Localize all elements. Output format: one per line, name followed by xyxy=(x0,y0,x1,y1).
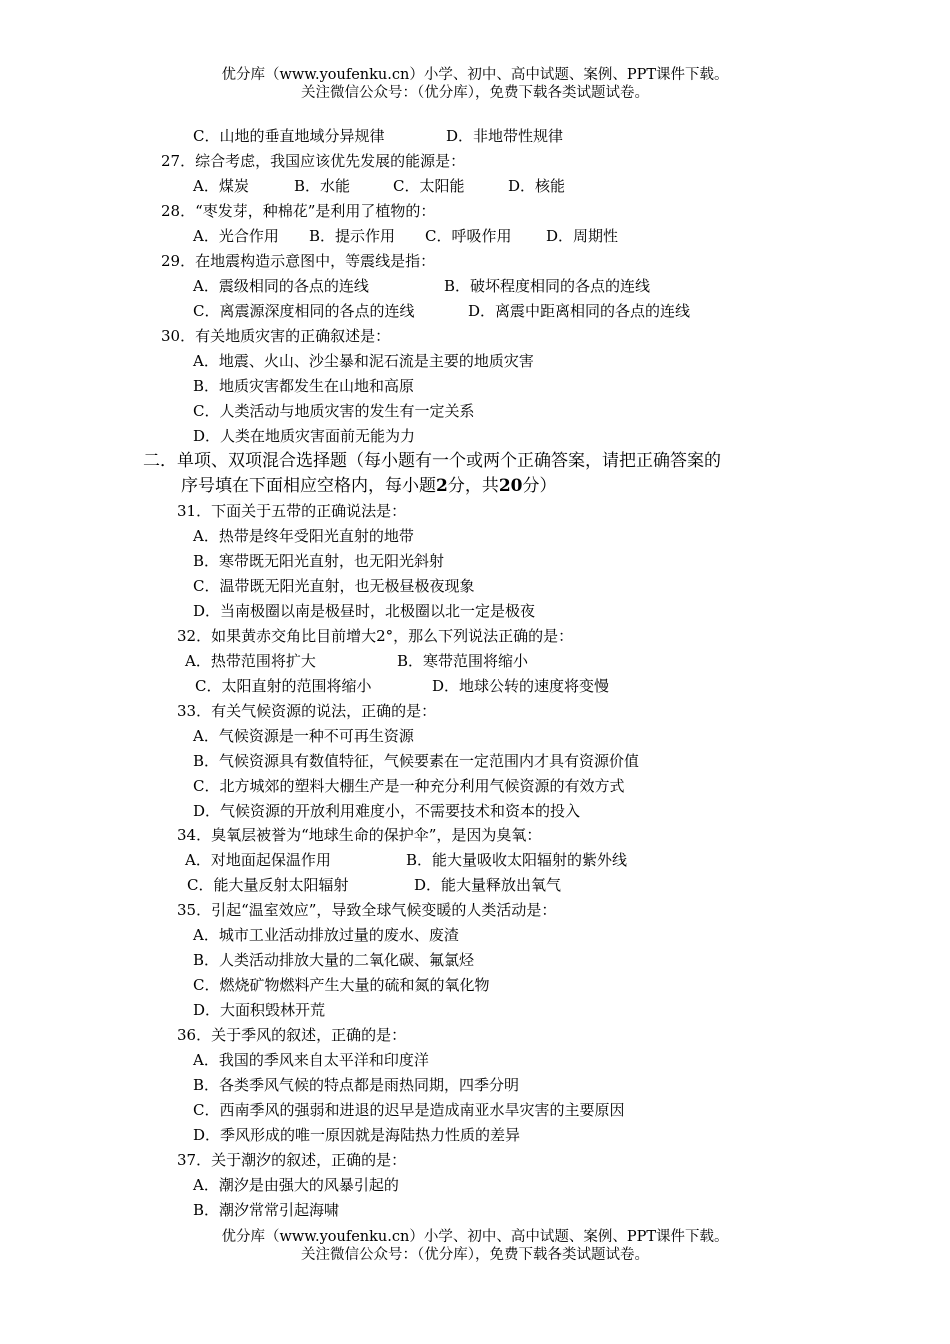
q27-option-a: A．煤炭 xyxy=(193,177,249,195)
q29-option-d: D．离震中距离相同的各点的连线 xyxy=(468,302,691,320)
q33-option-a: A．气候资源是一种不可再生资源 xyxy=(193,727,414,745)
section-2-heading-text-1: 序号填在下面相应空格内，每小题 xyxy=(181,476,436,496)
q33-option-c: C．北方城郊的塑料大棚生产是一种充分利用气候资源的有效方式 xyxy=(193,777,625,795)
q31-option-a: A．热带是终年受阳光直射的地带 xyxy=(193,527,414,545)
q27-option-d: D．核能 xyxy=(508,177,566,195)
q30-option-b: B．地质灾害都发生在山地和高原 xyxy=(193,377,415,395)
section-2-heading-line-1: 二．单项、双项混合选择题（每小题有一个或两个正确答案，请把正确答案的 xyxy=(143,451,721,471)
q30-option-d: D．人类在地质灾害面前无能为力 xyxy=(193,427,416,445)
q29-option-c: C．离震源深度相同的各点的连线 xyxy=(193,302,415,320)
q29-stem: 29．在地震构造示意图中，等震线是指： xyxy=(161,252,436,270)
q34-option-b: B．能大量吸收太阳辐射的紫外线 xyxy=(406,851,628,869)
q37-stem: 37．关于潮汐的叙述，正确的是： xyxy=(177,1151,407,1169)
q35-option-b: B．人类活动排放大量的二氧化碳、氟氯烃 xyxy=(193,951,475,969)
q30-stem: 30．有关地质灾害的正确叙述是： xyxy=(161,327,391,345)
page-header xyxy=(0,66,950,102)
q28-option-d: D．周期性 xyxy=(546,227,619,245)
q35-option-c: C．燃烧矿物燃料产生大量的硫和氮的氧化物 xyxy=(193,976,490,994)
q30-option-a: A．地震、火山、沙尘暴和泥石流是主要的地质灾害 xyxy=(193,352,534,370)
q35-stem: 35．引起“温室效应”，导致全球气候变暖的人类活动是： xyxy=(177,901,557,919)
q32-stem: 32．如果黄赤交角比目前增大2°，那么下列说法正确的是： xyxy=(177,627,574,645)
q34-option-c: C．能大量反射太阳辐射 xyxy=(187,876,349,894)
header-line-2: 关注微信公众号：（优分库），免费下载各类试题试卷。 xyxy=(301,85,649,101)
section-2-points: 2 xyxy=(436,476,448,496)
q26-option-d: D．非地带性规律 xyxy=(446,127,564,145)
q26-options-cd xyxy=(193,126,563,146)
q30-option-c: C．人类活动与地质灾害的发生有一定关系 xyxy=(193,402,475,420)
q28-stem: 28．“枣发芽，种棉花”是利用了植物的： xyxy=(161,202,436,220)
q28-option-b: B．提示作用 xyxy=(309,227,396,245)
q32-option-c: C．太阳直射的范围将缩小 xyxy=(195,677,372,695)
section-2-heading-text-2: 分，共 xyxy=(447,476,499,496)
q31-option-c: C．温带既无阳光直射，也无极昼极夜现象 xyxy=(193,577,475,595)
q33-option-d: D．气候资源的开放利用难度小，不需要技术和资本的投入 xyxy=(193,802,581,820)
q29-option-b: B．破坏程度相同的各点的连线 xyxy=(444,277,651,295)
q31-stem: 31．下面关于五带的正确说法是： xyxy=(177,502,407,520)
q37-option-a: A．潮汐是由强大的风暴引起的 xyxy=(193,1176,399,1194)
q36-option-d: D．季风形成的唯一原因就是海陆热力性质的差异 xyxy=(193,1126,521,1144)
header-line-1: 优分库（www.youfenku.cn）小学、初中、高中试题、案例、PPT课件下载。 xyxy=(221,67,729,83)
q34-option-d: D．能大量释放出氧气 xyxy=(414,876,562,894)
q28-options xyxy=(193,226,618,246)
q26-option-c: C．山地的垂直地域分异规律 xyxy=(193,127,385,145)
q32-option-d: D．地球公转的速度将变慢 xyxy=(432,677,610,695)
section-2-total: 20 xyxy=(498,476,523,496)
q32-options-ab xyxy=(185,651,528,671)
q32-options-cd xyxy=(195,676,609,696)
q35-option-a: A．城市工业活动排放过量的废水、废渣 xyxy=(193,926,459,944)
q36-option-b: B．各类季风气候的特点都是雨热同期，四季分明 xyxy=(193,1076,520,1094)
footer-line-2: 关注微信公众号：（优分库），免费下载各类试题试卷。 xyxy=(301,1247,649,1263)
q32-option-b: B．寒带范围将缩小 xyxy=(397,652,529,670)
q36-option-c: C．西南季风的强弱和进退的迟早是造成南亚水旱灾害的主要原因 xyxy=(193,1101,625,1119)
q36-stem: 36．关于季风的叙述，正确的是： xyxy=(177,1026,407,1044)
q27-option-c: C．太阳能 xyxy=(393,177,465,195)
q29-options-ab xyxy=(193,276,650,296)
q29-options-cd xyxy=(193,301,690,321)
q28-option-a: A．光合作用 xyxy=(193,227,279,245)
q33-stem: 33．有关气候资源的说法，正确的是： xyxy=(177,702,437,720)
q35-option-d: D．大面积毁林开荒 xyxy=(193,1001,326,1019)
page-footer xyxy=(0,1228,950,1264)
q27-option-b: B．水能 xyxy=(294,177,351,195)
q31-option-d: D．当南极圈以南是极昼时，北极圈以北一定是极夜 xyxy=(193,602,536,620)
q34-options-ab xyxy=(185,850,627,870)
q33-option-b: B．气候资源具有数值特征，气候要素在一定范围内才具有资源价值 xyxy=(193,752,640,770)
section-2-heading-text-3: 分） xyxy=(522,476,557,496)
q28-option-c: C．呼吸作用 xyxy=(425,227,512,245)
q32-option-a: A．热带范围将扩大 xyxy=(185,652,316,670)
section-2-heading-line-2 xyxy=(181,475,557,497)
q27-stem: 27．综合考虑，我国应该优先发展的能源是： xyxy=(161,152,466,170)
q29-option-a: A．震级相同的各点的连线 xyxy=(193,277,369,295)
q37-option-b: B．潮汐常常引起海啸 xyxy=(193,1201,340,1219)
q34-options-cd xyxy=(187,875,561,895)
q34-stem: 34．臭氧层被誉为“地球生命的保护伞”，是因为臭氧： xyxy=(177,826,542,844)
q36-option-a: A．我国的季风来自太平洋和印度洋 xyxy=(193,1051,429,1069)
q27-options xyxy=(193,176,565,196)
q31-option-b: B．寒带既无阳光直射，也无阳光斜射 xyxy=(193,552,445,570)
footer-line-1: 优分库（www.youfenku.cn）小学、初中、高中试题、案例、PPT课件下载。 xyxy=(221,1229,729,1245)
q34-option-a: A．对地面起保温作用 xyxy=(185,851,331,869)
